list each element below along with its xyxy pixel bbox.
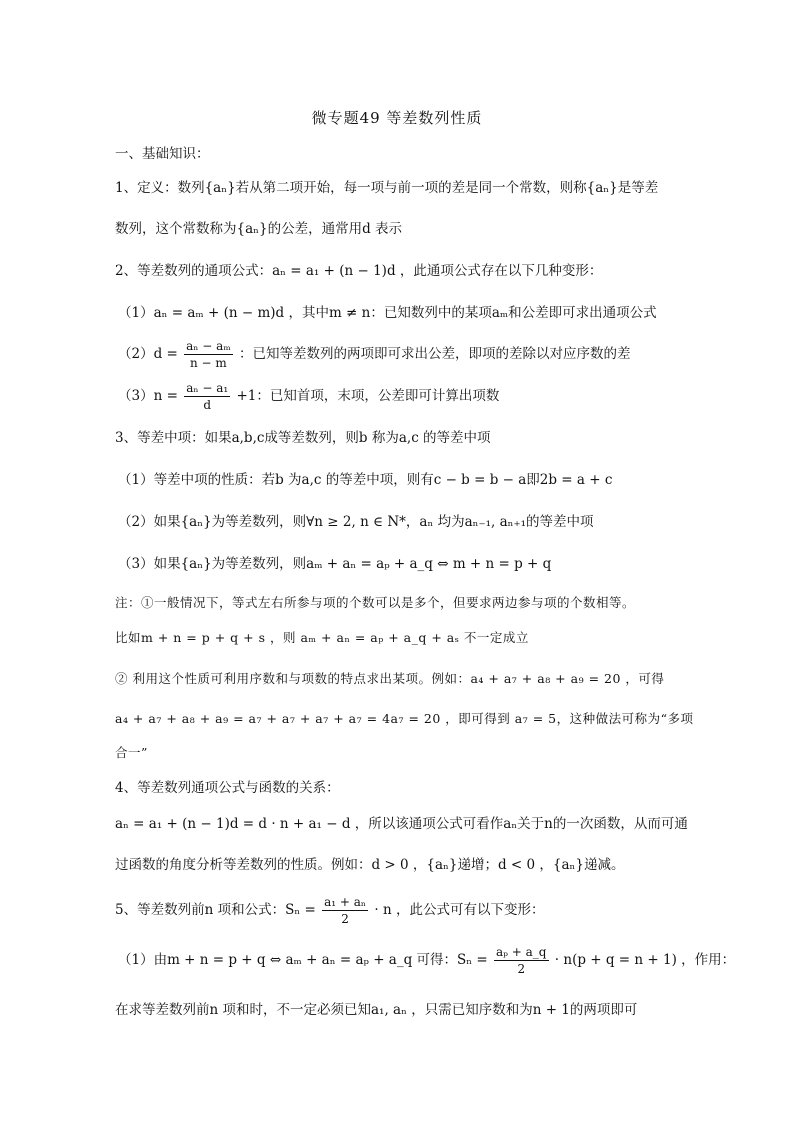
fraction-denominator: 2	[517, 962, 526, 976]
fraction-numerator: a₁ + aₙ	[324, 895, 367, 909]
sum-variant-text: · n(p + q = n + 1) ，作用：	[554, 952, 736, 968]
fraction-denominator: 2	[341, 912, 349, 926]
note-line-3: ② 利用这个性质可利用序数和与项数的特点求出某项。例如：a₄ + a₇ + a₈ + a₉ = 20 ，可得	[115, 671, 665, 686]
variant-3-text: +1：已知首项，末项，公差即可计算出项数	[236, 388, 500, 404]
function-relation-line-2: 过函数的角度分析等差数列的性质。例如：d > 0 ，{aₙ}递增；d < 0 ，{aₙ}递减。	[115, 857, 625, 873]
definition-line-2: 数列，这个常数称为{aₙ}的公差，通常用d 表示	[115, 221, 402, 237]
note-line-1: 注：①一般情况下，等式左右所参与项的个数可以是多个，但要求两边参与项的个数相等。	[115, 595, 636, 610]
variant-3-fraction	[184, 380, 230, 413]
sum-formula-variant-1	[118, 944, 736, 977]
sum-formula-fraction	[322, 894, 368, 927]
page-title: 微专题49 等差数列性质	[311, 109, 483, 127]
fraction-numerator: aₙ − a₁	[186, 381, 229, 395]
fraction-numerator: aₙ − aₘ	[186, 339, 231, 353]
sum-variant-fraction	[494, 944, 548, 977]
arithmetic-mean-property-3: （3）如果{aₙ}为等差数列，则aₘ + aₙ = aₚ + a_q ⇔ m + n = p + q	[118, 556, 552, 572]
note-line-4: a₄ + a₇ + a₈ + a₉ = a₇ + a₇ + a₇ + a₇ = 4a₇ = 20 ，即可得到 a₇ = 5，这种做法可称为“多项	[115, 711, 694, 726]
variant-2-prefix: （2）d =	[118, 346, 178, 362]
note-line-2: 比如m + n = p + q + s ，则 aₘ + aₙ = aₚ + a_q + aₛ 不一定成立	[115, 630, 529, 645]
fraction-denominator: d	[203, 398, 212, 412]
fraction-denominator: n − m	[190, 356, 227, 370]
sum-formula-prefix: 5、等差数列前n 项和公式：Sₙ =	[115, 902, 316, 918]
variant-2-fraction	[184, 338, 233, 371]
formula-variant-1: （1）aₙ = aₘ + (n − m)d ，其中m ≠ n：已知数列中的某项aₘ和公差即可求出通项公式	[118, 305, 657, 321]
general-formula: 2、等差数列的通项公式：aₙ = a₁ + (n − 1)d ，此通项公式存在以下几种变形：	[115, 263, 603, 279]
sum-formula	[115, 894, 685, 927]
sum-variant-prefix: （1）由m + n = p + q ⇔ aₘ + aₙ = aₚ + a_q 可得：Sₙ =	[118, 952, 488, 968]
formula-variant-3	[118, 380, 688, 413]
section-heading: 一、基础知识：	[115, 146, 210, 162]
arithmetic-mean-heading: 3、等差中项：如果a,b,c成等差数列，则b 称为a,c 的等差中项	[115, 430, 491, 446]
definition-line-1: 1、定义：数列{aₙ}若从第二项开始，每一项与前一项的差是同一个常数，则称{aₙ}是等差	[115, 180, 659, 196]
formula-variant-2	[118, 338, 688, 371]
variant-3-prefix: （3）n =	[118, 388, 178, 404]
note-line-5: 合一”	[115, 745, 148, 760]
sum-formula-text: · n ，此公式可有以下变形：	[374, 902, 545, 918]
variant-2-text: ：已知等差数列的两项即可求出公差，即项的差除以对应序数的差	[238, 346, 631, 362]
arithmetic-mean-property-2: （2）如果{aₙ}为等差数列，则∀n ≥ 2, n ∈ N*，aₙ 均为aₙ₋₁, aₙ₊₁的等差中项	[118, 514, 594, 530]
arithmetic-mean-property-1: （1）等差中项的性质：若b 为a,c 的等差中项，则有c − b = b − a即2b = a + c	[118, 472, 613, 488]
function-relation-line-1: aₙ = a₁ + (n − 1)d = d · n + a₁ − d ，所以该通项公式可看作aₙ关于n的一次函数，从而可通	[115, 816, 688, 832]
fraction-numerator: aₚ + a_q	[496, 945, 547, 959]
function-relation-heading: 4、等差数列通项公式与函数的关系：	[115, 780, 340, 796]
sum-formula-explanation: 在求等差数列前n 项和时，不一定必须已知a₁, aₙ ，只需已知序数和为n + 1的两项即可	[115, 1002, 638, 1018]
